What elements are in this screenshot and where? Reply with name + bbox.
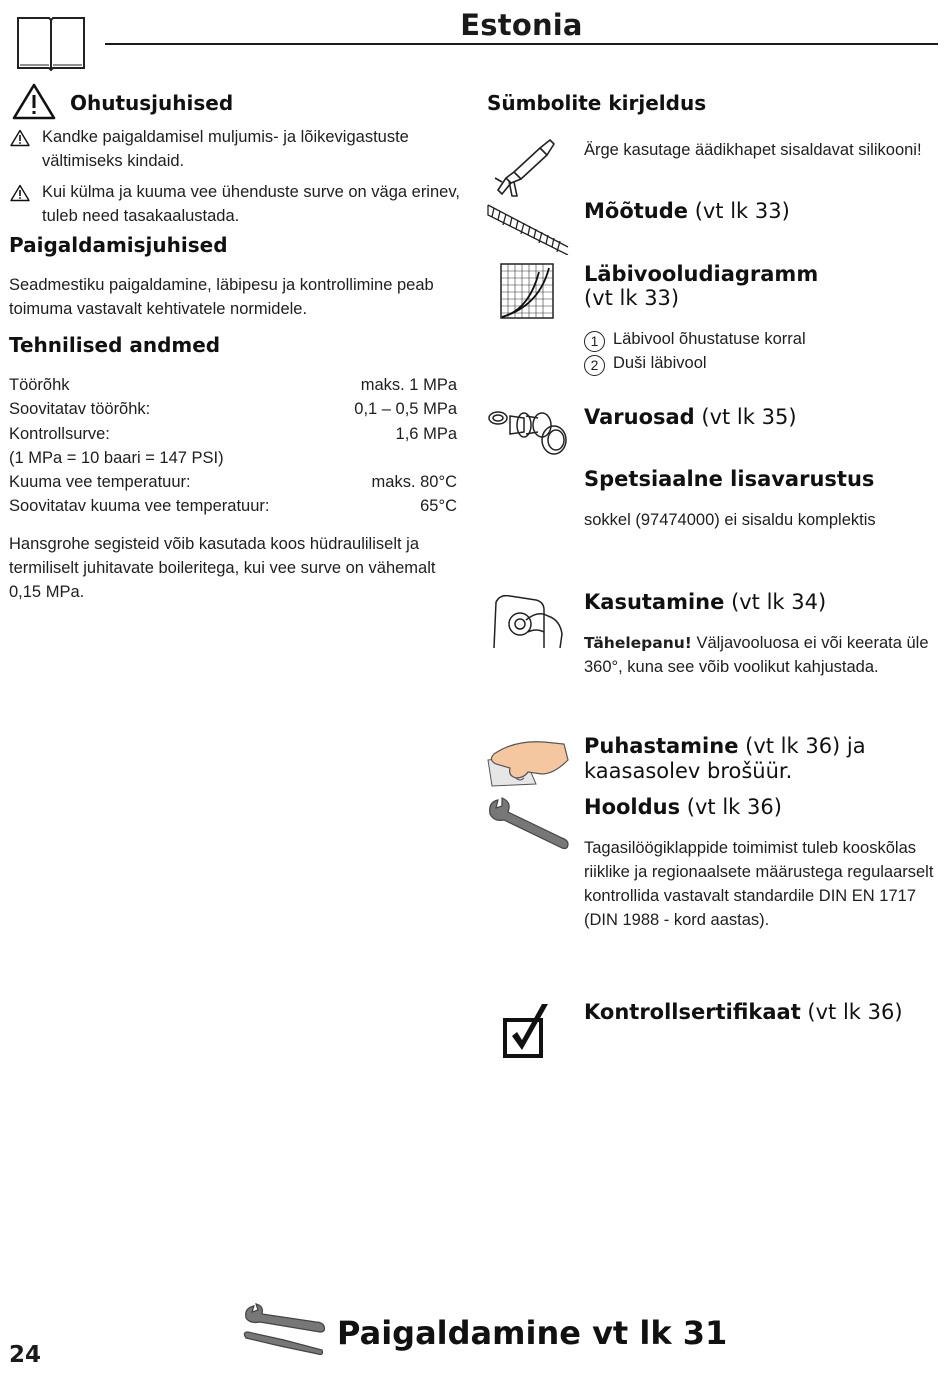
cleaning-ref: [584, 734, 944, 784]
technical-data-row: [9, 494, 457, 518]
flow-item-text: Läbivool õhustatuse korral: [613, 330, 806, 348]
cleaning-page: (vt lk 36) ja kaasasolev brošüür.: [584, 734, 866, 783]
warning-icon: [12, 82, 56, 120]
flow-item-text: Duši läbivool: [613, 354, 707, 372]
usage-note-text: Väljavooluosa ei või keerata üle 360°, kuna see võib voolikut kahjustada.: [584, 634, 929, 676]
tech-value: 1,6 MPa: [395, 424, 457, 443]
wrench-icon: [486, 796, 570, 854]
safety-heading: Ohutusjuhised: [70, 91, 234, 115]
tech-value: maks. 80°C: [371, 473, 457, 492]
technical-data-heading: Tehnilised andmed: [9, 333, 221, 357]
flow-diagram-icon: [499, 262, 555, 320]
safety-item: Kui külma ja kuuma vee ühenduste surve on väga erinev, tuleb need tasakaalustada.: [42, 183, 460, 225]
spare-parts-page: (vt lk 35): [694, 405, 797, 429]
circled-number: 2: [584, 355, 605, 376]
tech-value: maks. 1 MPa: [360, 376, 457, 394]
flow-item: [584, 327, 806, 352]
dimensions-ref: [584, 199, 790, 223]
certificate-ref: [584, 1000, 903, 1024]
tech-value: 0,1 – 0,5 MPa: [354, 400, 457, 419]
flow-diagram-ref: [584, 262, 944, 310]
header-rule: [105, 43, 938, 45]
certificate-label: Kontrollsertifikaat: [584, 1000, 801, 1024]
page-number: 24: [9, 1342, 42, 1368]
technical-data-table: [9, 373, 457, 519]
tech-label: Soovitatav kuuma vee temperatuur:: [9, 497, 270, 516]
technical-data-row: [9, 422, 457, 446]
symbols-heading: Sümbolite kirjeldus: [487, 91, 707, 115]
technical-data-row: [9, 446, 457, 470]
certificate-page: (vt lk 36): [800, 1000, 903, 1024]
tools-icon: [240, 1302, 326, 1360]
checkbox-checked-icon: [502, 1000, 554, 1060]
hand-operating-handle-icon: [490, 590, 564, 650]
usage-label: Kasutamine: [584, 590, 725, 614]
care-text: Tagasilöögiklappide toimimist tuleb kooskõlas riiklike ja regionaalsete määrustega regulaarselt kontrollida vastavalt standardile DIN EN 1717 (DIN 1988 - kord aastas).: [584, 839, 934, 929]
installation-text: Seadmestiku paigaldamine, läbipesu ja kontrollimine peab toimuma vastavalt kehtivatele normidele.: [9, 276, 434, 318]
tech-label: Kontrollsurve:: [9, 424, 110, 443]
dimensions-label: Mõõtude: [584, 199, 689, 223]
book-icon: [16, 14, 86, 72]
care-page: (vt lk 36): [680, 795, 782, 819]
usage-ref: [584, 590, 826, 614]
installation-heading: Paigaldamisjuhised: [9, 233, 228, 257]
tech-label: Töörõhk: [9, 376, 70, 394]
tech-label: (1 MPa = 10 baari = 147 PSI): [9, 448, 224, 467]
flow-diagram-label: Läbivooludiagramm: [584, 262, 819, 286]
technical-data-row: [9, 373, 457, 397]
special-accessories-heading: Spetsiaalne lisavarustus: [584, 467, 875, 491]
technical-note: Hansgrohe segisteid võib kasutada koos hüdrauliliselt ja termiliselt juhitavate boileritega, kui vee surve on vähemalt 0,15 MPa.: [9, 535, 436, 601]
page-title: Estonia: [460, 8, 583, 42]
special-accessories-text: sokkel (97474000) ei sisaldu komplektis: [584, 511, 876, 529]
circled-number: 1: [584, 331, 605, 352]
silicone-warning-text: Ärge kasutage äädikhapet sisaldavat silikooni!: [584, 141, 922, 159]
spare-parts-ref: [584, 405, 797, 429]
warning-icon: [10, 184, 30, 202]
attention-label: Tähelepanu!: [584, 634, 692, 652]
usage-page: (vt lk 34): [724, 590, 827, 614]
spare-parts-icon: [486, 402, 572, 462]
technical-data-row: [9, 470, 457, 494]
tech-value: 65°C: [420, 497, 457, 516]
ruler-icon: [486, 203, 570, 255]
technical-data-row: [9, 397, 457, 421]
tech-label: Soovitatav töörõhk:: [9, 400, 151, 419]
footer-installation-ref: Paigaldamine vt lk 31: [337, 1314, 728, 1352]
cleaning-label: Puhastamine: [584, 734, 739, 758]
safety-item: Kandke paigaldamisel muljumis- ja lõikevigastuste vältimiseks kindaid.: [42, 128, 409, 170]
usage-note: [584, 631, 946, 679]
dimensions-page: (vt lk 33): [688, 199, 790, 223]
tech-label: Kuuma vee temperatuur:: [9, 473, 191, 492]
hand-cleaning-icon: [484, 734, 570, 792]
warning-icon: [10, 129, 30, 147]
flow-diagram-page: (vt lk 33): [584, 286, 680, 310]
silicone-gun-icon: [492, 138, 558, 200]
care-label: Hooldus: [584, 795, 681, 819]
spare-parts-label: Varuosad: [584, 405, 695, 429]
care-ref: [584, 795, 782, 819]
flow-item: [584, 351, 707, 376]
